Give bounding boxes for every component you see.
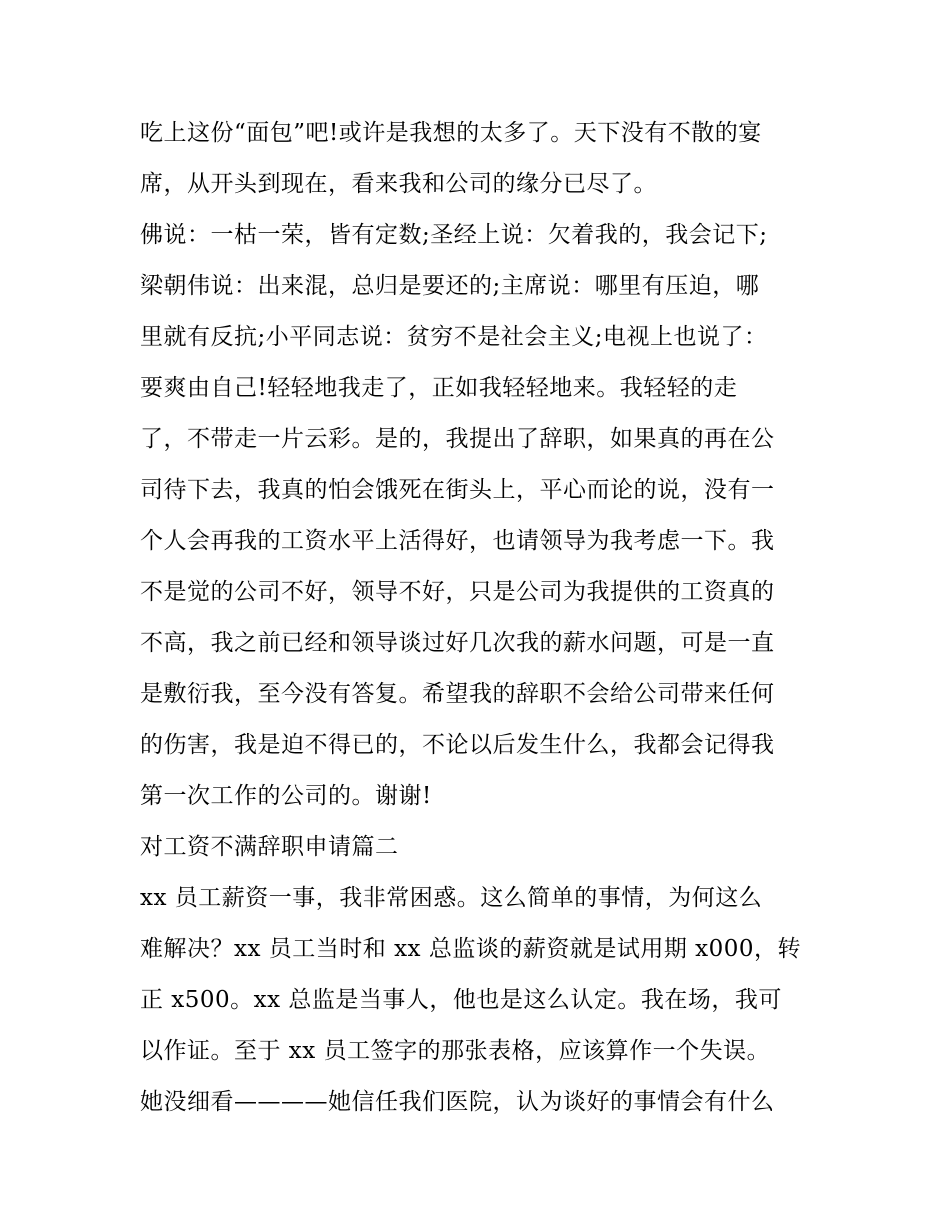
text-line: 以作证。至于 xx 员工签字的那张表格，应该算作一个失误。 bbox=[140, 1038, 771, 1064]
text-line: 要爽由自己!轻轻地我走了，正如我轻轻地来。我轻轻的走 bbox=[140, 375, 738, 401]
text-line: 第一次工作的公司的。谢谢! bbox=[140, 783, 432, 809]
text-line: 了，不带走一片云彩。是的，我提出了辞职，如果真的再在公 bbox=[140, 426, 775, 452]
text-line: 的伤害，我是迫不得已的，不论以后发生什么，我都会记得我 bbox=[140, 732, 775, 758]
text-line: 不是觉的公司不好，领导不好，只是公司为我提供的工资真的 bbox=[140, 579, 775, 605]
text-line: 佛说：一枯一荣，皆有定数;圣经上说：欠着我的，我会记下; bbox=[140, 222, 768, 248]
text-line: 席，从开头到现在，看来我和公司的缘分已尽了。 bbox=[140, 171, 657, 197]
text-line: 司待下去，我真的怕会饿死在街头上，平心而论的说，没有一 bbox=[140, 477, 775, 503]
text-line: 里就有反抗;小平同志说：贫穷不是社会主义;电视上也说了： bbox=[140, 324, 768, 350]
text-line: 难解决？xx 员工当时和 xx 总监谈的薪资就是试用期 x000，转 bbox=[140, 936, 801, 962]
text-line: 正 x500。xx 总监是当事人，他也是这么认定。我在场，我可 bbox=[140, 987, 782, 1013]
document-body bbox=[140, 108, 820, 1128]
text-line: 个人会再我的工资水平上活得好，也请领导为我考虑一下。我 bbox=[140, 528, 775, 554]
text-line: 不高，我之前已经和领导谈过好几次我的薪水问题，可是一直 bbox=[140, 630, 775, 656]
text-line: 她没细看————她信任我们医院，认为谈好的事情会有什么 bbox=[140, 1089, 775, 1115]
section-heading: 对工资不满辞职申请篇二 bbox=[140, 834, 399, 860]
text-line: 吃上这份“面包”吧!或许是我想的太多了。天下没有不散的宴 bbox=[140, 120, 762, 146]
text-line: 梁朝伟说：出来混，总归是要还的;主席说：哪里有压迫，哪 bbox=[140, 273, 760, 299]
text-line: xx 员工薪资一事，我非常困惑。这么简单的事情，为何这么 bbox=[140, 885, 763, 911]
text-line: 是敷衍我，至今没有答复。希望我的辞职不会给公司带来任何 bbox=[140, 681, 775, 707]
